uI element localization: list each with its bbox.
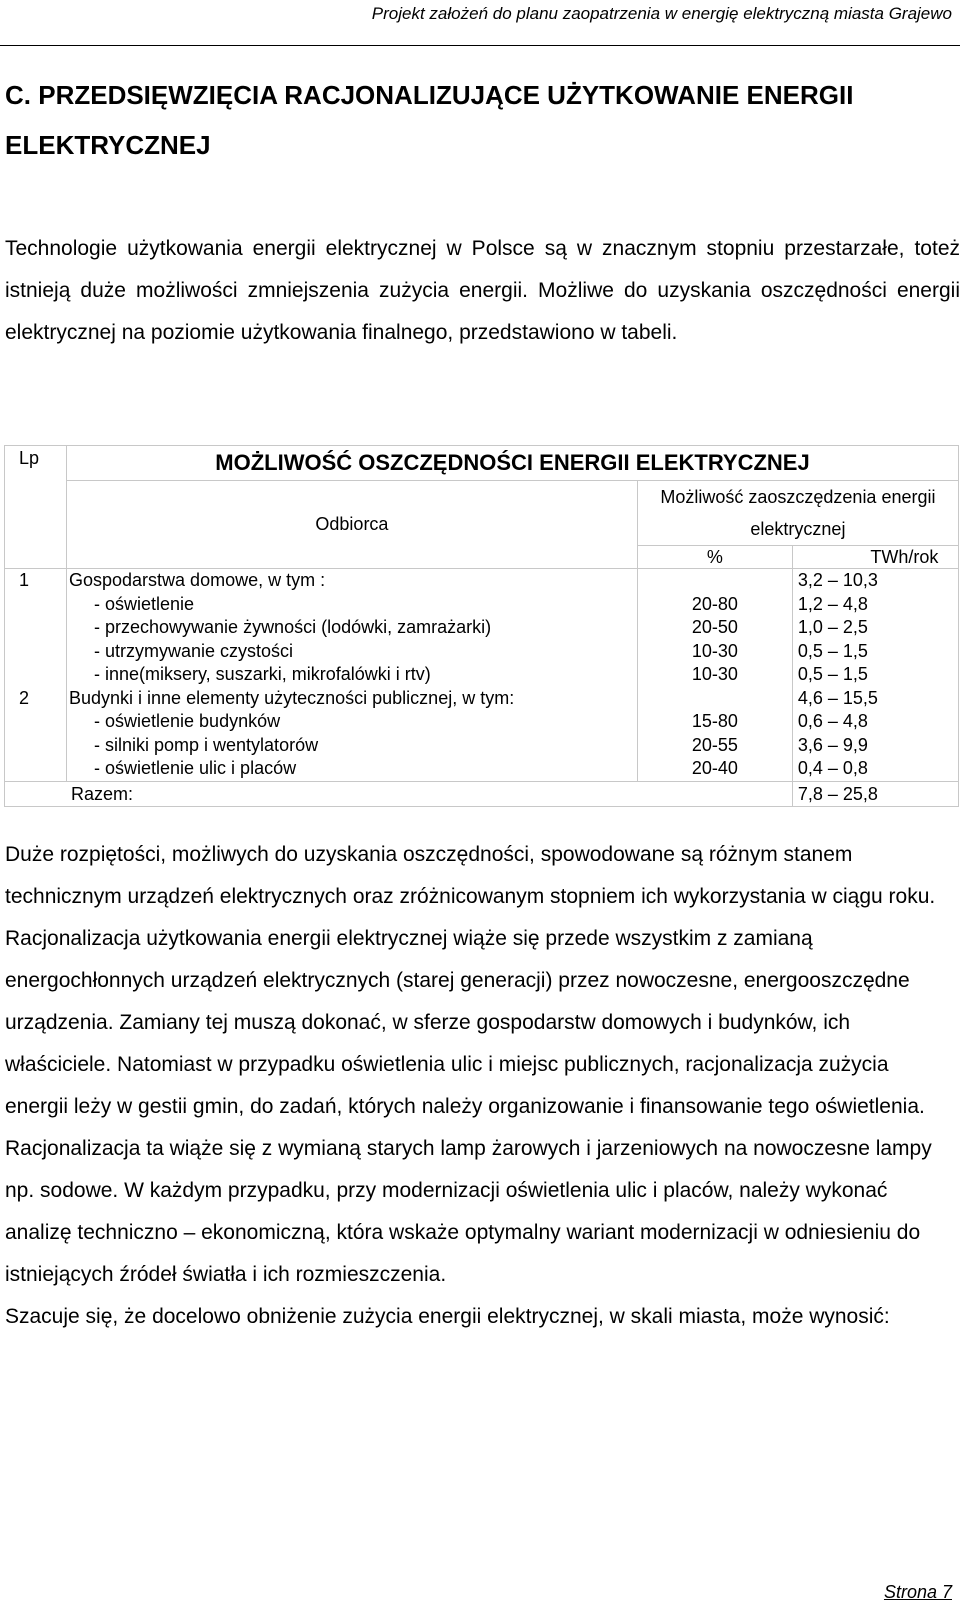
item-label: - oświetlenie — [94, 593, 195, 614]
total-value: 7,8 – 25,8 — [792, 781, 958, 806]
item-twh-value: 3,6 – 9,9 — [797, 734, 868, 755]
capacity-line-2: elektrycznej — [750, 519, 846, 539]
table-col-capacity — [637, 481, 958, 546]
table-col-lp: Lp — [5, 446, 67, 569]
item-pct: 15-80 — [691, 711, 738, 731]
lp-numbers — [5, 569, 67, 782]
body-text — [5, 834, 955, 1338]
body-paragraph: Racjonalizacja użytkowania energii elektrycznej wiąże się przede wszystkim z zamianą energochłonnych urządzeń elektrycznych (starej generacji) przez nowoczesne, energooszczędne urządzenia. Zamiany tej muszą dokonać, w sferze gospodarstw domowych i budynków, ich właściciele. Natomiast w przypadku oświetlenia ulic i miejsc publicznych, racjonalizacja zużycia energii leży w gestii gmin, do zadań, których należy organizowanie i finansowanie tego oświetlenia. — [5, 927, 925, 1118]
savings-table — [4, 445, 959, 807]
item-pct: 10-30 — [691, 664, 738, 684]
item-twh-value: 0,4 – 0,8 — [797, 758, 868, 778]
table-col-odbiorca: Odbiorca — [67, 481, 638, 569]
intro-paragraph: Technologie użytkowania energii elektrycznej w Polsce są w znacznym stopniu przestarzałe, toteż istnieją duże możliwości zmniejszenia zużycia energii. Możliwe do uzyskania oszczędności energii elektrycznej na poziomie użytkowania finalnego, przedstawiono w tabeli. — [5, 237, 960, 344]
item-label: - silniki pomp i wentylatorów — [94, 734, 319, 755]
table-title: MOŻLIWOŚĆ OSZCZĘDNOŚCI ENERGII ELEKTRYCZNEJ — [67, 446, 959, 481]
item-twh-value: 0,5 – 1,5 — [797, 640, 868, 661]
item-pct: 20-50 — [691, 617, 738, 637]
item-twh-value: 0,5 – 1,5 — [797, 664, 868, 684]
item-label: - przechowywanie żywności (lodówki, zamrażarki) — [94, 617, 492, 637]
body-paragraph: Szacuje się, że docelowo obniżenie zużycia energii elektrycznej, w skali miasta, może wynosić: — [5, 1305, 890, 1328]
item-label: - oświetlenie ulic i placów — [94, 758, 297, 778]
item-twh-value: 1,0 – 2,5 — [797, 617, 868, 637]
item-twh — [792, 569, 958, 782]
lp-1: 1 — [19, 570, 30, 590]
page-header — [0, 0, 960, 46]
item-twh-value: 1,2 – 4,8 — [797, 593, 868, 614]
item-label: - oświetlenie budynków — [94, 711, 281, 731]
item-percents — [637, 569, 792, 782]
body-paragraph: Racjonalizacja ta wiąże się z wymianą starych lamp żarowych i jarzeniowych na nowoczesne lampy np. sodowe. W każdym przypadku, przy modernizacji oświetlenia ulic i placów, należy wykonać analizę techniczno – ekonomiczną, która wskaże optymalny wariant modernizacji w odniesieniu do istniejących źródeł światła i ich rozmieszczenia. — [5, 1137, 932, 1286]
page-number: Strona 7 — [883, 1582, 952, 1602]
capacity-line-1: Możliwość zaoszczędzenia energii — [660, 487, 936, 507]
lp-2: 2 — [19, 687, 30, 708]
table-subcol-pct: % — [637, 546, 792, 569]
item-pct — [640, 687, 790, 711]
item-pct: 10-30 — [691, 640, 738, 661]
item-twh-value: 3,2 – 10,3 — [797, 570, 878, 590]
item-label: Gospodarstwa domowe, w tym : — [69, 570, 326, 590]
item-pct: 20-80 — [691, 593, 738, 614]
header-title: Projekt założeń do planu zaopatrzenia w energię elektryczną miasta Grajewo — [371, 4, 952, 23]
item-label: Budynki i inne elementy użyteczności publicznej, w tym: — [69, 687, 515, 708]
item-pct: 20-55 — [691, 734, 738, 755]
table-subcol-twh: TWh/rok — [792, 546, 958, 569]
table-total-row — [5, 781, 959, 806]
item-labels — [67, 569, 638, 782]
item-label: - inne(miksery, suszarki, mikrofalówki i rtv) — [94, 664, 431, 684]
item-pct: 20-40 — [691, 758, 738, 778]
body-paragraph: Duże rozpiętości, możliwych do uzyskania oszczędności, spowodowane są różnym stanem technicznym urządzeń elektrycznych oraz zróżnicowanym stopniem ich wykorzystania w ciągu roku. — [5, 843, 936, 908]
item-twh-value: 0,6 – 4,8 — [797, 711, 868, 731]
item-twh-value: 4,6 – 15,5 — [797, 687, 878, 708]
table-row — [5, 569, 959, 782]
total-label: Razem: — [5, 781, 793, 806]
item-pct — [640, 569, 790, 593]
chapter-title: C. PRZEDSIĘWZIĘCIA RACJONALIZUJĄCE UŻYTKOWANIE ENERGII ELEKTRYCZNEJ — [5, 80, 854, 160]
item-label: - utrzymywanie czystości — [94, 640, 294, 661]
